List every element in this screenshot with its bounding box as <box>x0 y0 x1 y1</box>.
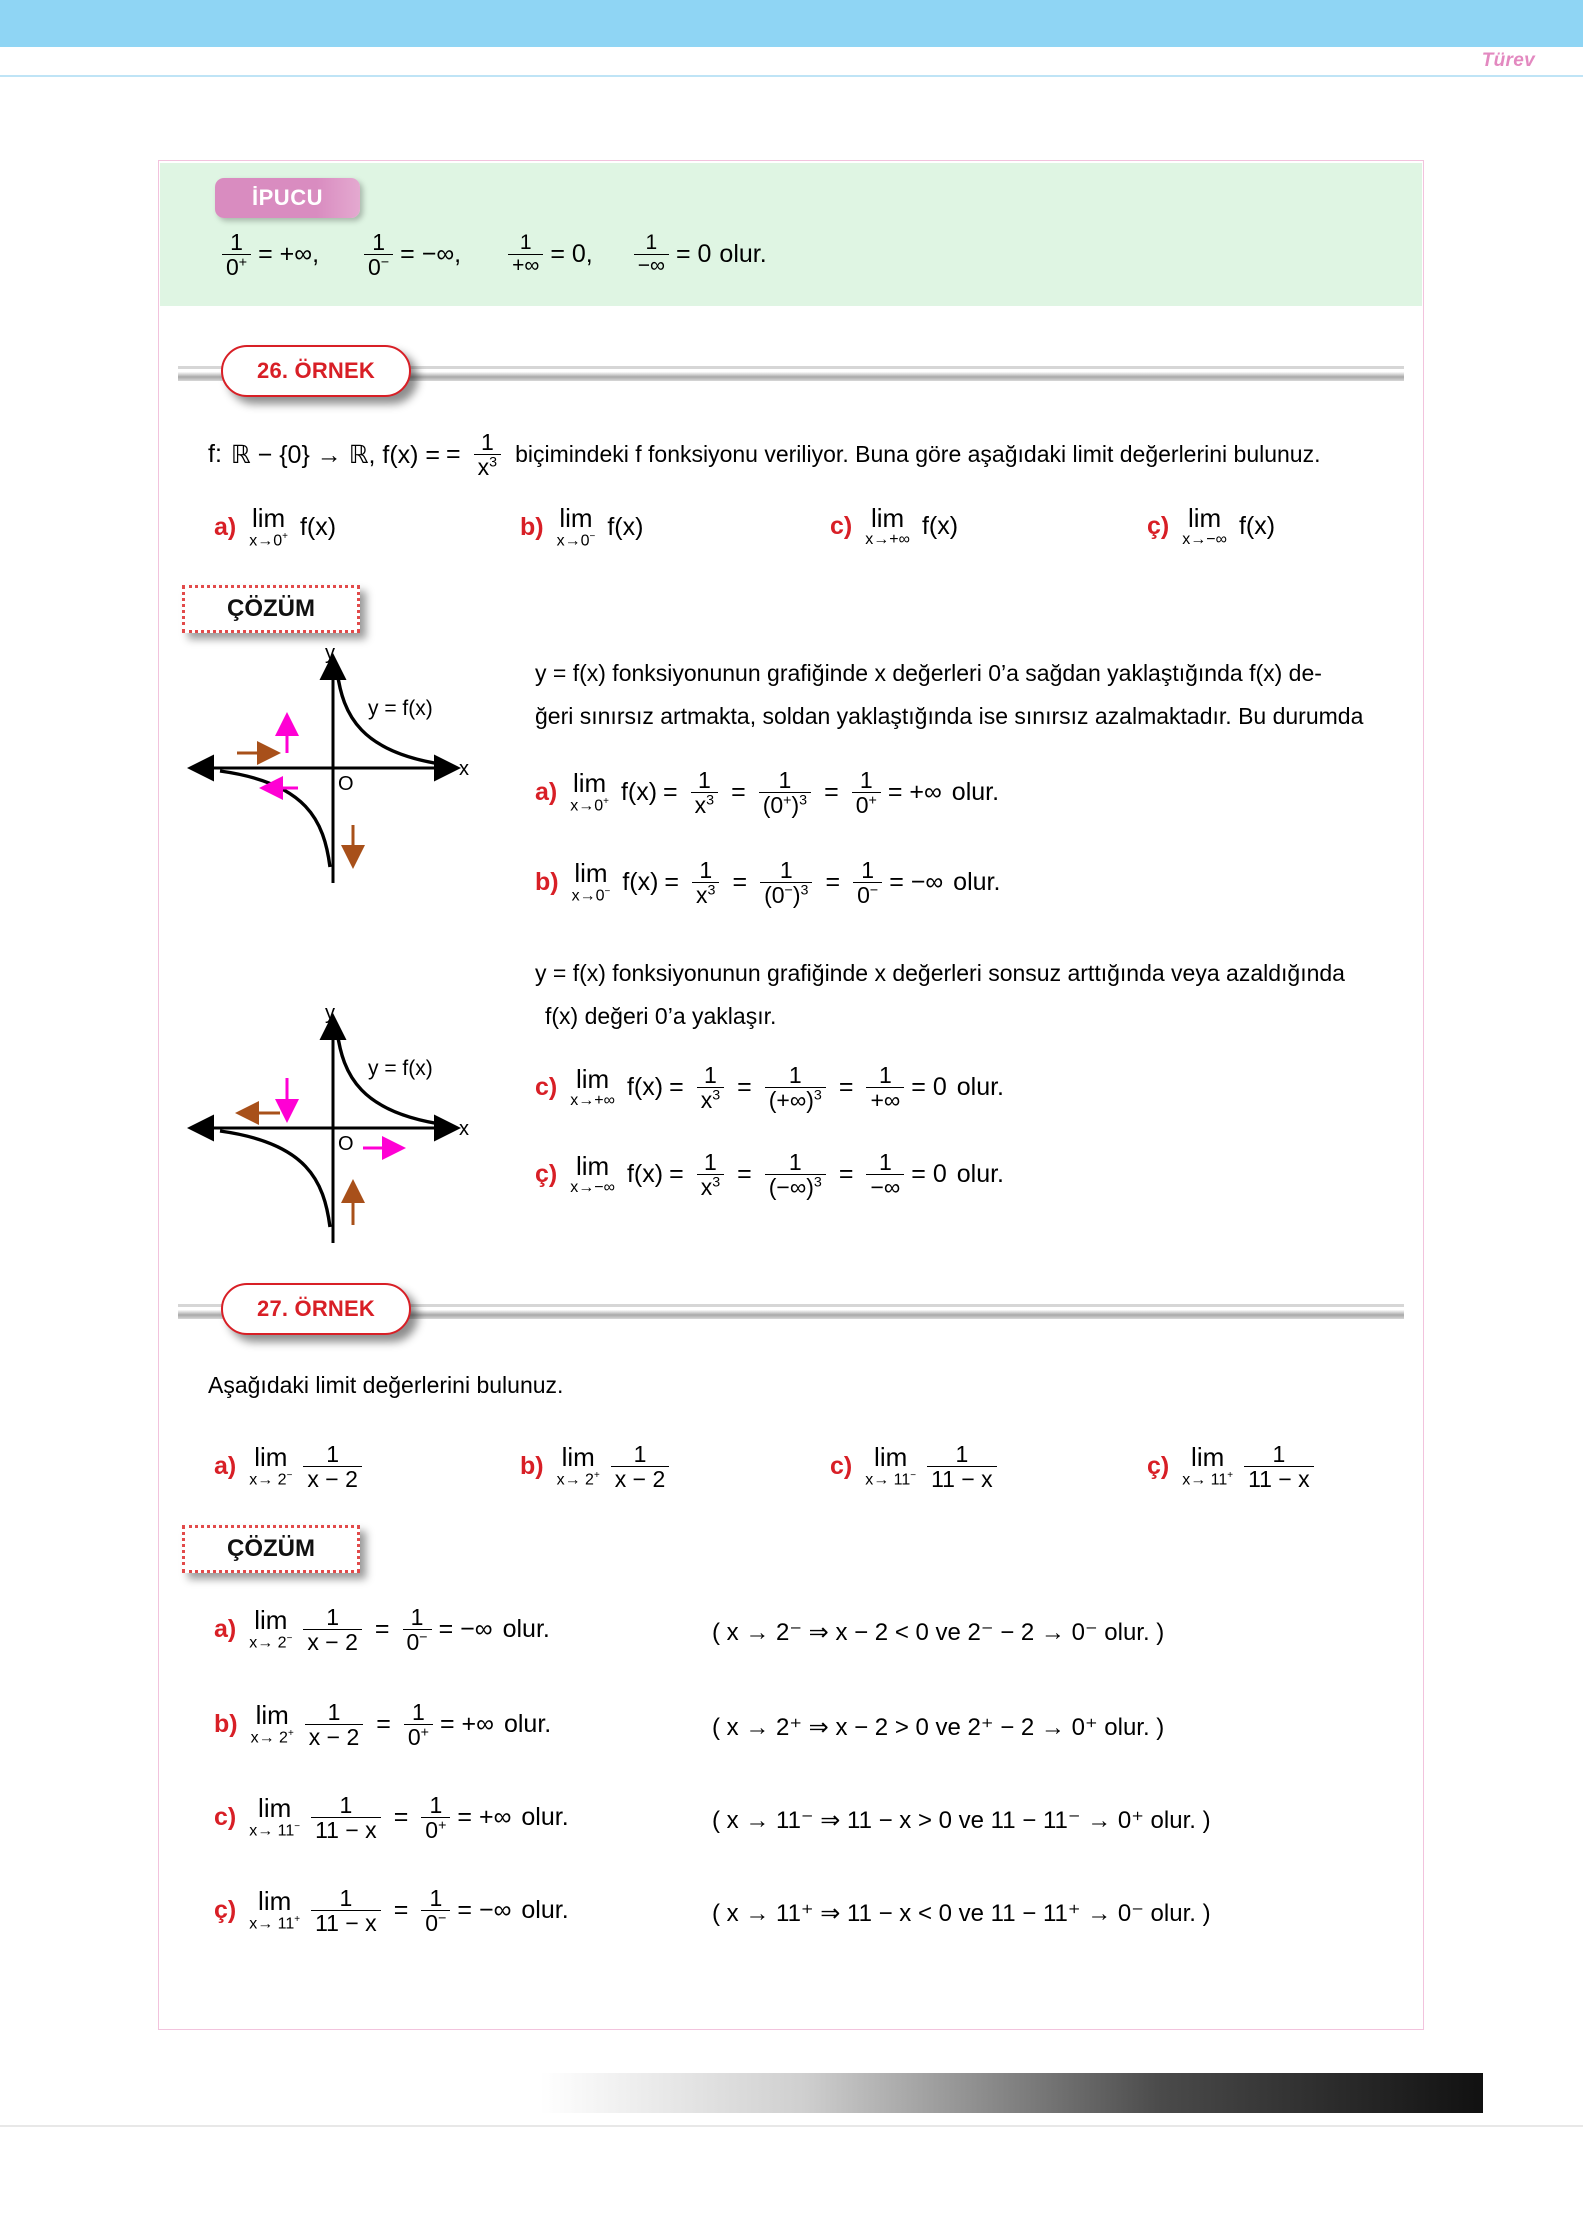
hint-trailing: olur. <box>719 240 767 269</box>
solution-result: = −∞ <box>457 1896 512 1925</box>
example26-paragraph1-line2: ğeri sınırsız artmakta, soldan yaklaştığında ise sınırsız azalmaktadır. Bu durumda <box>535 703 1364 729</box>
solution-frac-1: $\frac{1}{x - 2}$ <box>305 1700 364 1749</box>
solution-result: = −∞ <box>889 868 944 897</box>
limit-operator: lim x→ 11+ <box>249 1886 301 1933</box>
limit-operator: lim x→0+ <box>249 503 288 550</box>
example27-note-b: ( x → 2⁺ ⇒ x − 2 > 0 ve 2⁺ − 2 → 0⁺ olur. ) <box>712 1714 1165 1741</box>
limit-operator: lim x→0− <box>571 858 611 905</box>
frac-denominator: +∞ <box>508 254 543 277</box>
solution-frac-3: $\frac{1}{0^+}$ <box>852 768 881 817</box>
hint-formula <box>215 228 767 279</box>
solution-label: b) <box>535 868 559 897</box>
svg-text:x: x <box>459 1118 469 1140</box>
frac-numerator: 1 <box>645 231 658 255</box>
solution-badge-label: ÇÖZÜM <box>227 595 315 622</box>
solution-function: f(x) <box>626 1073 664 1102</box>
solution-label: c) <box>535 1073 558 1102</box>
statement-domain: ℝ − {0} → ℝ, f(x) = <box>230 440 441 469</box>
example27-caption <box>221 1283 411 1335</box>
solution-frac-1: $\frac{1}{x^3}$ <box>692 858 719 907</box>
hint-tag-label: İPUCU <box>252 185 323 210</box>
solution-function: f(x) <box>622 868 659 897</box>
hint-result-3: = 0, <box>550 240 593 269</box>
solution-result: = +∞ <box>887 778 942 807</box>
frac-numerator: 1 <box>230 229 243 255</box>
example26-statement: f: ℝ − {0} → ℝ, f(x) = = $\frac{1}{x^3}$ biçimindeki f fonksiyonu veriliyor. Buna göre aşağıdaki limit değerlerini bulunuz. <box>208 429 1321 481</box>
solution-result: = −∞ <box>438 1615 493 1644</box>
solution-result: = +∞ <box>440 1710 494 1739</box>
question-fraction: $\frac{1}{11 - x}$ <box>927 1442 997 1491</box>
limit-operator: lim x→ 11− <box>249 1793 301 1840</box>
example26-solution-badge <box>182 585 360 633</box>
solution-frac-2: $\frac{1}{(0^-)^3}$ <box>760 858 812 907</box>
example27-note-c: ( x → 11⁻ ⇒ 11 − x > 0 ve 11 − 11⁻ → 0⁺ olur. ) <box>712 1807 1211 1834</box>
solution-olur: olur. <box>956 1073 1005 1102</box>
hint-frac-3 <box>508 232 543 277</box>
limit-operator: lim x→ 2− <box>249 1605 293 1652</box>
example26-question-c-cedilla <box>1147 505 1275 548</box>
question-label: c) <box>830 512 853 540</box>
solution-function: f(x) <box>620 778 658 807</box>
example27-caption-label: 27. ÖRNEK <box>257 1296 375 1321</box>
solution-label: ç) <box>214 1896 237 1925</box>
example26-solution-a: a) lim x→0+ f(x) = $\frac{1}{x^3}$ = $\frac{1}{(0^+)^3}$ = $\frac{1}{0^+}$ = +∞ olur. <box>535 767 1000 819</box>
example27-question-c-cedilla <box>1147 1442 1321 1491</box>
hint-frac-2 <box>364 230 393 279</box>
example26-solution-b: b) lim x→0− f(x) = $\frac{1}{x^3}$ = $\frac{1}{(0^-)^3}$ = $\frac{1}{0^-}$ = −∞ olur. <box>535 857 1001 909</box>
example27-statement: Aşağıdaki limit değerlerini bulunuz. <box>208 1372 564 1398</box>
example27-solution-c-cedilla: ç) lim x→ 11+ $\frac{1}{11 - x}$ = $\frac{1}{0^-}$ = −∞ olur. <box>214 1885 569 1937</box>
question-label: b) <box>520 512 544 541</box>
solution-olur: olur. <box>503 1710 552 1739</box>
frac-denominator: 0+ <box>222 254 251 279</box>
question-body: f(x) <box>921 512 959 540</box>
question-label: c) <box>830 1452 853 1481</box>
example26-paragraph1-line1: y = f(x) fonksiyonunun grafiğinde x değerleri 0’a sağdan yaklaştığında f(x) de- <box>535 660 1322 686</box>
solution-frac-2: $\frac{1}{0^-}$ <box>421 1886 450 1935</box>
frac-numerator: 1 <box>372 229 385 255</box>
frac-numerator: 1 <box>480 429 494 455</box>
page-number-strip <box>540 2073 1483 2113</box>
solution-label: ç) <box>535 1160 558 1189</box>
question-label: a) <box>214 1452 237 1481</box>
limit-operator: lim x→ 2− <box>249 1442 293 1489</box>
solution-olur: olur. <box>521 1896 569 1925</box>
example26-caption-label: 26. ÖRNEK <box>257 358 375 383</box>
example26-caption <box>221 345 411 397</box>
solution-result: = 0 <box>911 1160 947 1189</box>
solution-olur: olur. <box>521 1803 569 1832</box>
hint-result-4: = 0 <box>675 240 712 269</box>
solution-result: = 0 <box>911 1073 947 1102</box>
frac-denominator: $x^3$ <box>474 454 501 479</box>
example26-solution-c: c) lim x→+∞ f(x) = $\frac{1}{x^3}$ = $\frac{1}{(+\infty)^3}$ = $\frac{1}{+\infty}$ = 0 olur. <box>535 1062 1005 1114</box>
hint-frac-4 <box>634 232 669 277</box>
frac-denominator: −∞ <box>634 254 669 277</box>
solution-label: c) <box>214 1803 237 1832</box>
hint-result-2: = −∞, <box>400 240 462 269</box>
solution-olur: olur. <box>956 1160 1005 1189</box>
solution-function: f(x) <box>626 1160 664 1189</box>
svg-text:y = f(x): y = f(x) <box>368 697 433 720</box>
solution-frac-2: $\frac{1}{(-\infty)^3}$ <box>765 1150 826 1199</box>
solution-label: a) <box>535 778 558 807</box>
footer-hairline <box>0 2125 1583 2127</box>
statement-suffix: biçimindeki f fonksiyonu veriliyor. Buna göre aşağıdaki limit değerlerini bulunuz. <box>515 441 1321 468</box>
example26-question-c <box>830 505 958 548</box>
solution-frac-3: $\frac{1}{0^-}$ <box>853 858 882 907</box>
frac-numerator: 1 <box>519 231 532 255</box>
example26-paragraph2-line2: f(x) değeri 0’a yaklaşır. <box>545 1003 777 1029</box>
frac-denominator: 0− <box>364 254 393 279</box>
example27-solution-c: c) lim x→ 11− $\frac{1}{11 - x}$ = $\frac{1}{0^+}$ = +∞ olur. <box>214 1792 569 1844</box>
limit-operator: lim x→ 11+ <box>1182 1442 1234 1489</box>
limit-operator: lim x→ 2+ <box>250 1700 294 1747</box>
example27-question-a <box>214 1442 369 1491</box>
solution-frac-2: $\frac{1}{0^-}$ <box>403 1605 432 1654</box>
question-label: ç) <box>1147 1452 1170 1481</box>
limit-operator: lim x→−∞ <box>1182 503 1227 548</box>
solution-label: a) <box>214 1615 237 1644</box>
svg-text:O: O <box>338 773 354 795</box>
solution-frac-1: $\frac{1}{11 - x}$ <box>311 1793 381 1842</box>
solution-frac-3: $\frac{1}{-\infty}$ <box>866 1150 904 1199</box>
hint-result-1: = +∞, <box>258 240 320 269</box>
hint-frac-1 <box>222 230 251 279</box>
top-color-band <box>0 0 1583 47</box>
example27-solution-badge <box>182 1525 360 1573</box>
solution-frac-2: $\frac{1}{(+\infty)^3}$ <box>765 1063 826 1112</box>
solution-label: b) <box>214 1710 238 1739</box>
solution-frac-2: $\frac{1}{(0^+)^3}$ <box>759 768 811 817</box>
solution-frac-1: $\frac{1}{x - 2}$ <box>303 1605 362 1654</box>
solution-olur: olur. <box>951 778 1000 807</box>
solution-frac-2: $\frac{1}{0^+}$ <box>404 1700 433 1749</box>
example27-question-b <box>520 1442 676 1491</box>
question-fraction: $\frac{1}{11 - x}$ <box>1244 1442 1314 1491</box>
solution-frac-1: $\frac{1}{x^3}$ <box>697 1150 724 1199</box>
graph-1-one-over-x-cubed <box>185 645 475 885</box>
example26-question-b <box>520 505 643 549</box>
question-label: b) <box>520 1452 544 1481</box>
hint-tag <box>215 178 360 218</box>
solution-frac-1: $\frac{1}{x^3}$ <box>697 1063 724 1112</box>
header-hairline <box>0 75 1583 77</box>
statement-prefix: f: <box>208 440 222 469</box>
example26-question-a <box>214 505 336 549</box>
top-band-spacer <box>0 47 1583 51</box>
limit-operator: lim x→0+ <box>570 768 609 815</box>
svg-text:y: y <box>325 645 335 664</box>
question-fraction: $\frac{1}{x - 2}$ <box>611 1442 670 1491</box>
statement-fraction <box>474 430 501 479</box>
question-body: f(x) <box>299 512 337 541</box>
example27-question-c <box>830 1442 1004 1491</box>
solution-frac-3: $\frac{1}{+\infty}$ <box>866 1063 904 1112</box>
example27-note-c-cedilla: ( x → 11⁺ ⇒ 11 − x < 0 ve 11 − 11⁺ → 0⁻ olur. ) <box>712 1900 1211 1927</box>
question-label: ç) <box>1147 512 1170 540</box>
solution-olur: olur. <box>953 868 1001 897</box>
example26-solution-c-cedilla: ç) lim x→−∞ f(x) = $\frac{1}{x^3}$ = $\frac{1}{(-\infty)^3}$ = $\frac{1}{-\infty}$ = 0 olur. <box>535 1149 1005 1201</box>
solution-frac-1: $\frac{1}{x^3}$ <box>691 768 718 817</box>
limit-operator: lim x→ 11− <box>865 1442 917 1489</box>
chapter-title: Türev <box>1481 50 1535 71</box>
limit-operator: lim x→+∞ <box>570 1064 615 1110</box>
svg-text:y: y <box>325 1005 335 1024</box>
solution-badge-label: ÇÖZÜM <box>227 1535 315 1562</box>
question-fraction: $\frac{1}{x - 2}$ <box>303 1442 362 1491</box>
limit-operator: lim x→−∞ <box>570 1151 615 1197</box>
question-label: a) <box>214 512 237 541</box>
example27-solution-b: b) lim x→ 2+ $\frac{1}{x - 2}$ = $\frac{1}{0^+}$ = +∞ olur. <box>214 1699 552 1751</box>
graph-2-one-over-x-cubed <box>185 1005 475 1245</box>
question-body: f(x) <box>1238 512 1276 540</box>
example27-note-a: ( x → 2⁻ ⇒ x − 2 < 0 ve 2⁻ − 2 → 0⁻ olur. ) <box>712 1619 1165 1646</box>
svg-text:O: O <box>338 1133 354 1155</box>
svg-text:x: x <box>459 758 469 780</box>
example26-paragraph2-line1: y = f(x) fonksiyonunun grafiğinde x değerleri sonsuz arttığında veya azaldığında <box>535 960 1345 986</box>
svg-text:y = f(x): y = f(x) <box>368 1057 433 1080</box>
example27-solution-a: a) lim x→ 2− $\frac{1}{x - 2}$ = $\frac{1}{0^-}$ = −∞ olur. <box>214 1604 550 1656</box>
solution-frac-1: $\frac{1}{11 - x}$ <box>311 1886 381 1935</box>
limit-operator: lim x→ 2+ <box>556 1442 600 1489</box>
question-body: f(x) <box>607 512 644 541</box>
page-number: 221 <box>1482 2080 1521 2106</box>
solution-olur: olur. <box>502 1615 550 1644</box>
solution-result: = +∞ <box>457 1803 512 1832</box>
limit-operator: lim x→0− <box>556 503 596 550</box>
limit-operator: lim x→+∞ <box>865 503 910 548</box>
solution-frac-2: $\frac{1}{0^+}$ <box>421 1793 450 1842</box>
